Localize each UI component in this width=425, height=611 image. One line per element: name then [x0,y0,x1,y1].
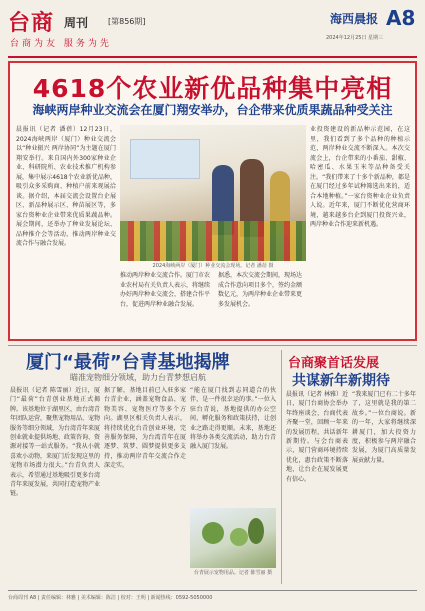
lead-body-column-2: 推动两岸种业交流合作。厦门市农业农村局有关负责人表示，将继续办好两岸种业交流会，搭建合作平台，促进两岸种业融合发展。 [120,272,211,308]
section-brand: 台商 [8,11,55,36]
lead-body-column-4: 业投资建设的新品种示范园，在这里，我们看到了多个品种的种植示范，两岸种业交流不断深入。本次交流会上，台企带来的小番茄、甜椒、哈密瓜、水果玉米等品种备受关注。“我们带来了十多个新品种，都是在厦门经过多年试种筛选出来的，适合本地种植。”一家台资种业企业负责人说。近年来，厦门不断优化营商环境，越来越多台企到厦门投资兴业，两岸种业合作迎来新机遇。 [310,126,410,228]
inset-photo-caption: 台青展示宠物用品。记者 陈雪丽 摄 [193,570,273,576]
produce-display [120,221,306,261]
section-weekly-label: 周刊 [64,16,89,30]
lead-headline: 4618个农业新优品种集中亮相 [32,74,393,103]
right-story-headline-line2: 共谋新年新期待 [292,373,390,389]
lead-photo [120,125,306,261]
story-inset-photo [190,508,276,568]
lead-story-box [8,61,417,341]
exhibition-booth-shape [130,139,200,179]
plant-shape [230,528,248,546]
story-body-column-2: 据了解，基地目前已入驻多家台青企业，涵盖宠物食品、宠物美容、宠物医疗等多个方向。湖里区相关负责人表示，将持续优化台青创业环境，完善服务保障，为台湾青年在厦逐梦、筑梦、圆梦提供更多支持，推动两岸青年交流合作走深走实。 [104,387,186,470]
story-subheadline-base: 瞄准宠物细分领域，助力台青梦想启航 [70,373,206,382]
story-body-column-1: 晨报讯（记者 陈雪丽）近日，厦门“最荷”台青创业基地正式揭牌。该基地位于湖里区，由台湾青年团队运营，聚焦宠物用品、宠物服务等细分领域，为台湾青年来厦创业就业提供场地、政策咨询、资源对接等一站式服务。“我从小就喜欢小动物，来厦门后发现这里的宠物市场潜力很大。”台青负责人表示，希望通过基地吸引更多台湾青年来厦发展，共同打造宠物产业链。 [10,387,100,498]
right-story-headline: 台商聚首话发展 [288,356,380,371]
plant-shape [202,522,224,544]
page-footer: 台商周刊 A8 | 责任编辑：林雅 | 美术编辑：陈洁 | 校对：王明 | 新闻热线：0592-5050000 [8,595,213,601]
issue-number: [第856期] [108,17,146,26]
masthead [8,6,417,56]
story-body-column-3: “能在厦门找到志同道合的伙伴，是一件很幸运的事。”一位入驻台青说，基地提供的办公空间、孵化服务和政策扶持，让创业之路走得更顺。未来，基地还将举办各类交流活动，助力台青融入厦门发展。 [190,387,276,451]
section-slogan: 台商为友 服务为先 [10,39,112,49]
right-story-column-1: 晨报讯（记者 林雅）近日，厦门台商协会举办年终座谈会，台商代表齐聚一堂，回顾一年来的发展历程，共话新年新期待。与会台商表示，厦门营商环境持续优化，惠台政策不断落地，让台企在厦发展更有信心。 [286,391,348,483]
masthead-rule [8,56,417,58]
footer-rule [8,590,417,591]
lead-subheadline: 海峡两岸种业交流会在厦门翔安举办，台企带来优质果蔬品种受关注 [32,103,393,117]
page-number: A8 [386,6,416,30]
lead-photo-caption: 2024海峡两岸（厦门）种业交流会现场。记者 潘蓓 摄 [152,263,274,269]
story-headline-base: 厦门“最荷”台青基地揭牌 [26,352,230,373]
lead-body-column-1: 晨报讯（记者 潘蓓）12月23日，2024海峡两岸（厦门）种业交流会以“种业振兴 两岸协同”为主题在厦门翔安举行。来自国内外300家种业企业、科研院所、农业技术推广机构参展，集中展示4618个农业新优品种，吸引众多采购商、种植户前来观展洽谈。据介绍，本届交流会设置台企展区、新品种展示区、种苗展区等，多家台资种业企业带来优质果蔬品种。展会期间，还举办了种业发展论坛、品种推介会等活动，推动两岸种业交流合作与融合发展。 [16,126,116,247]
plant-shape [248,518,264,544]
right-story-column-2: “我来厦门已有二十多年了，这里就是我的第二故乡。”一位台商说。新的一年，大家将继续深耕厦门，加大投资力度，积极参与两岸融合发展，为厦门高质量发展贡献力量。 [352,391,416,464]
publication-date: 2024年12月25日 星期三 [326,35,384,41]
section-divider [8,345,417,346]
newspaper-logo: 海西晨报 [330,12,379,26]
column-divider [281,350,282,584]
lead-body-column-3: 据悉，本次交流会期间，现场达成合作意向项目多个，签约金额数亿元，为两岸种业企业带来更多发展机会。 [218,272,303,308]
